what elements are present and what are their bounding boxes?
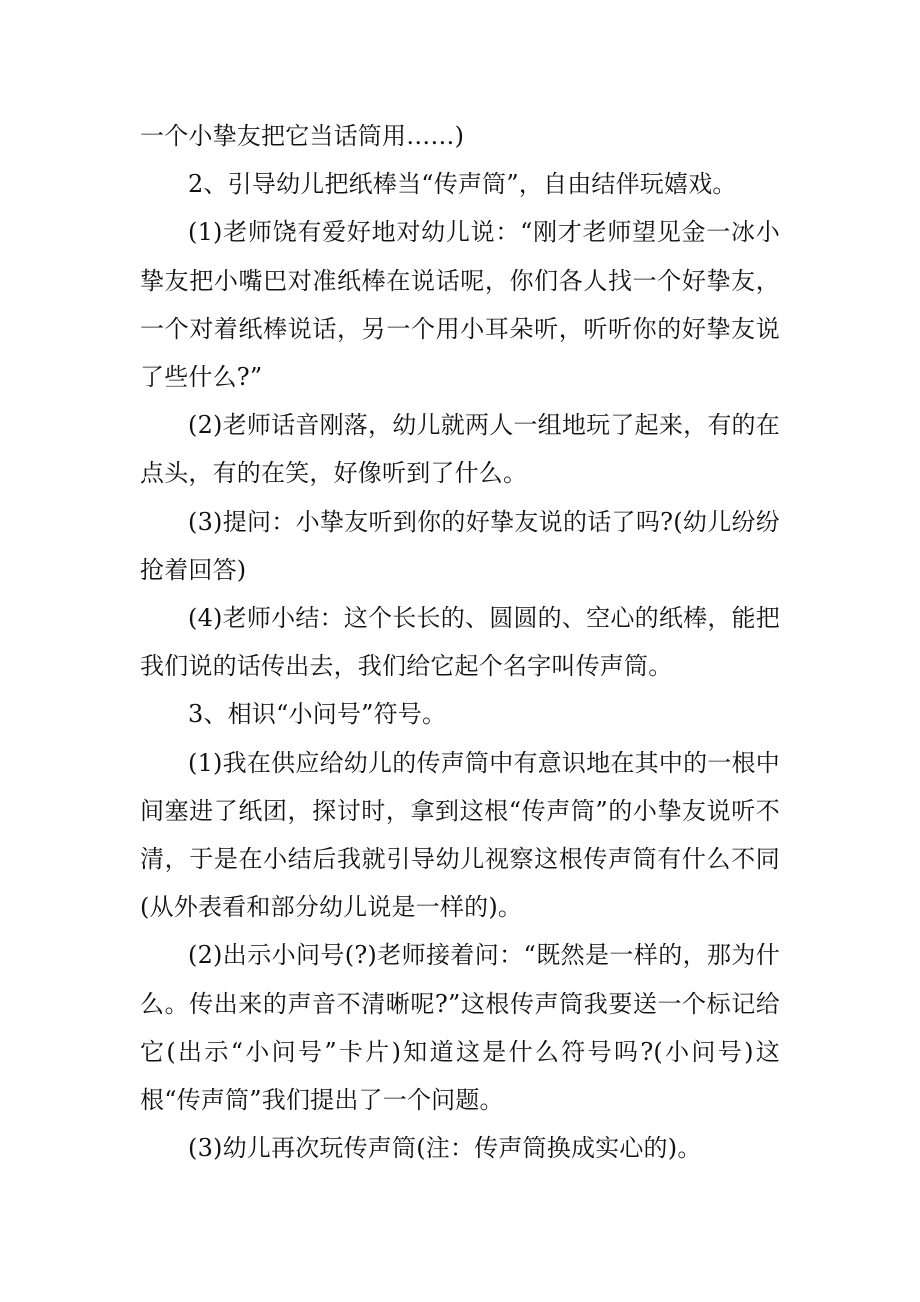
document-body bbox=[140, 112, 780, 1172]
paragraph-step-3-3: (3)幼儿再次玩传声筒(注：传声筒换成实心的)。 bbox=[188, 1134, 702, 1163]
paragraph-step-3-1: (1)我在供应给幼儿的传声筒中有意识地在其中的一根中间塞进了纸团，探讨时，拿到这根“传声筒”的小挚友说听不清，于是在小结后我就引导幼儿视察这根传声筒有什么不同(从外表看和部分幼儿说是一样的)。 bbox=[140, 748, 780, 922]
paragraph-continuation: 一个小挚友把它当话筒用……) bbox=[140, 122, 465, 150]
paragraph-step-2: 2、引导幼儿把纸棒当“传声筒”，自由结伴玩嬉戏。 bbox=[188, 170, 737, 199]
paragraph-step-2-2: (2)老师话音刚落，幼儿就两人一组地玩了起来，有的在点头，有的在笑，好像听到了什么。 bbox=[140, 411, 780, 488]
paragraph-step-2-3: (3)提问：小挚友听到你的好挚友说的话了吗?(幼儿纷纷抢着回答) bbox=[140, 507, 780, 584]
paragraph-step-3: 3、相识“小问号”符号。 bbox=[188, 700, 447, 729]
paragraph-step-2-4: (4)老师小结：这个长长的、圆圆的、空心的纸棒，能把我们说的话传出去，我们给它起个名字叫传声筒。 bbox=[140, 604, 780, 681]
paragraph-step-3-2: (2)出示小问号(?)老师接着问：“既然是一样的，那为什么。传出来的声音不清晰呢?”这根传声筒我要送一个标记给它(出示“小问号”卡片)知道这是什么符号吗?(小问号)这根“传声筒”我们提出了一个问题。 bbox=[140, 941, 780, 1115]
paragraph-step-2-1: (1)老师饶有爱好地对幼儿说：“刚才老师望见金一冰小挚友把小嘴巴对准纸棒在说话呢，你们各人找一个好挚友，一个对着纸棒说话，另一个用小耳朵听，听听你的好挚友说了些什么?” bbox=[140, 218, 780, 392]
